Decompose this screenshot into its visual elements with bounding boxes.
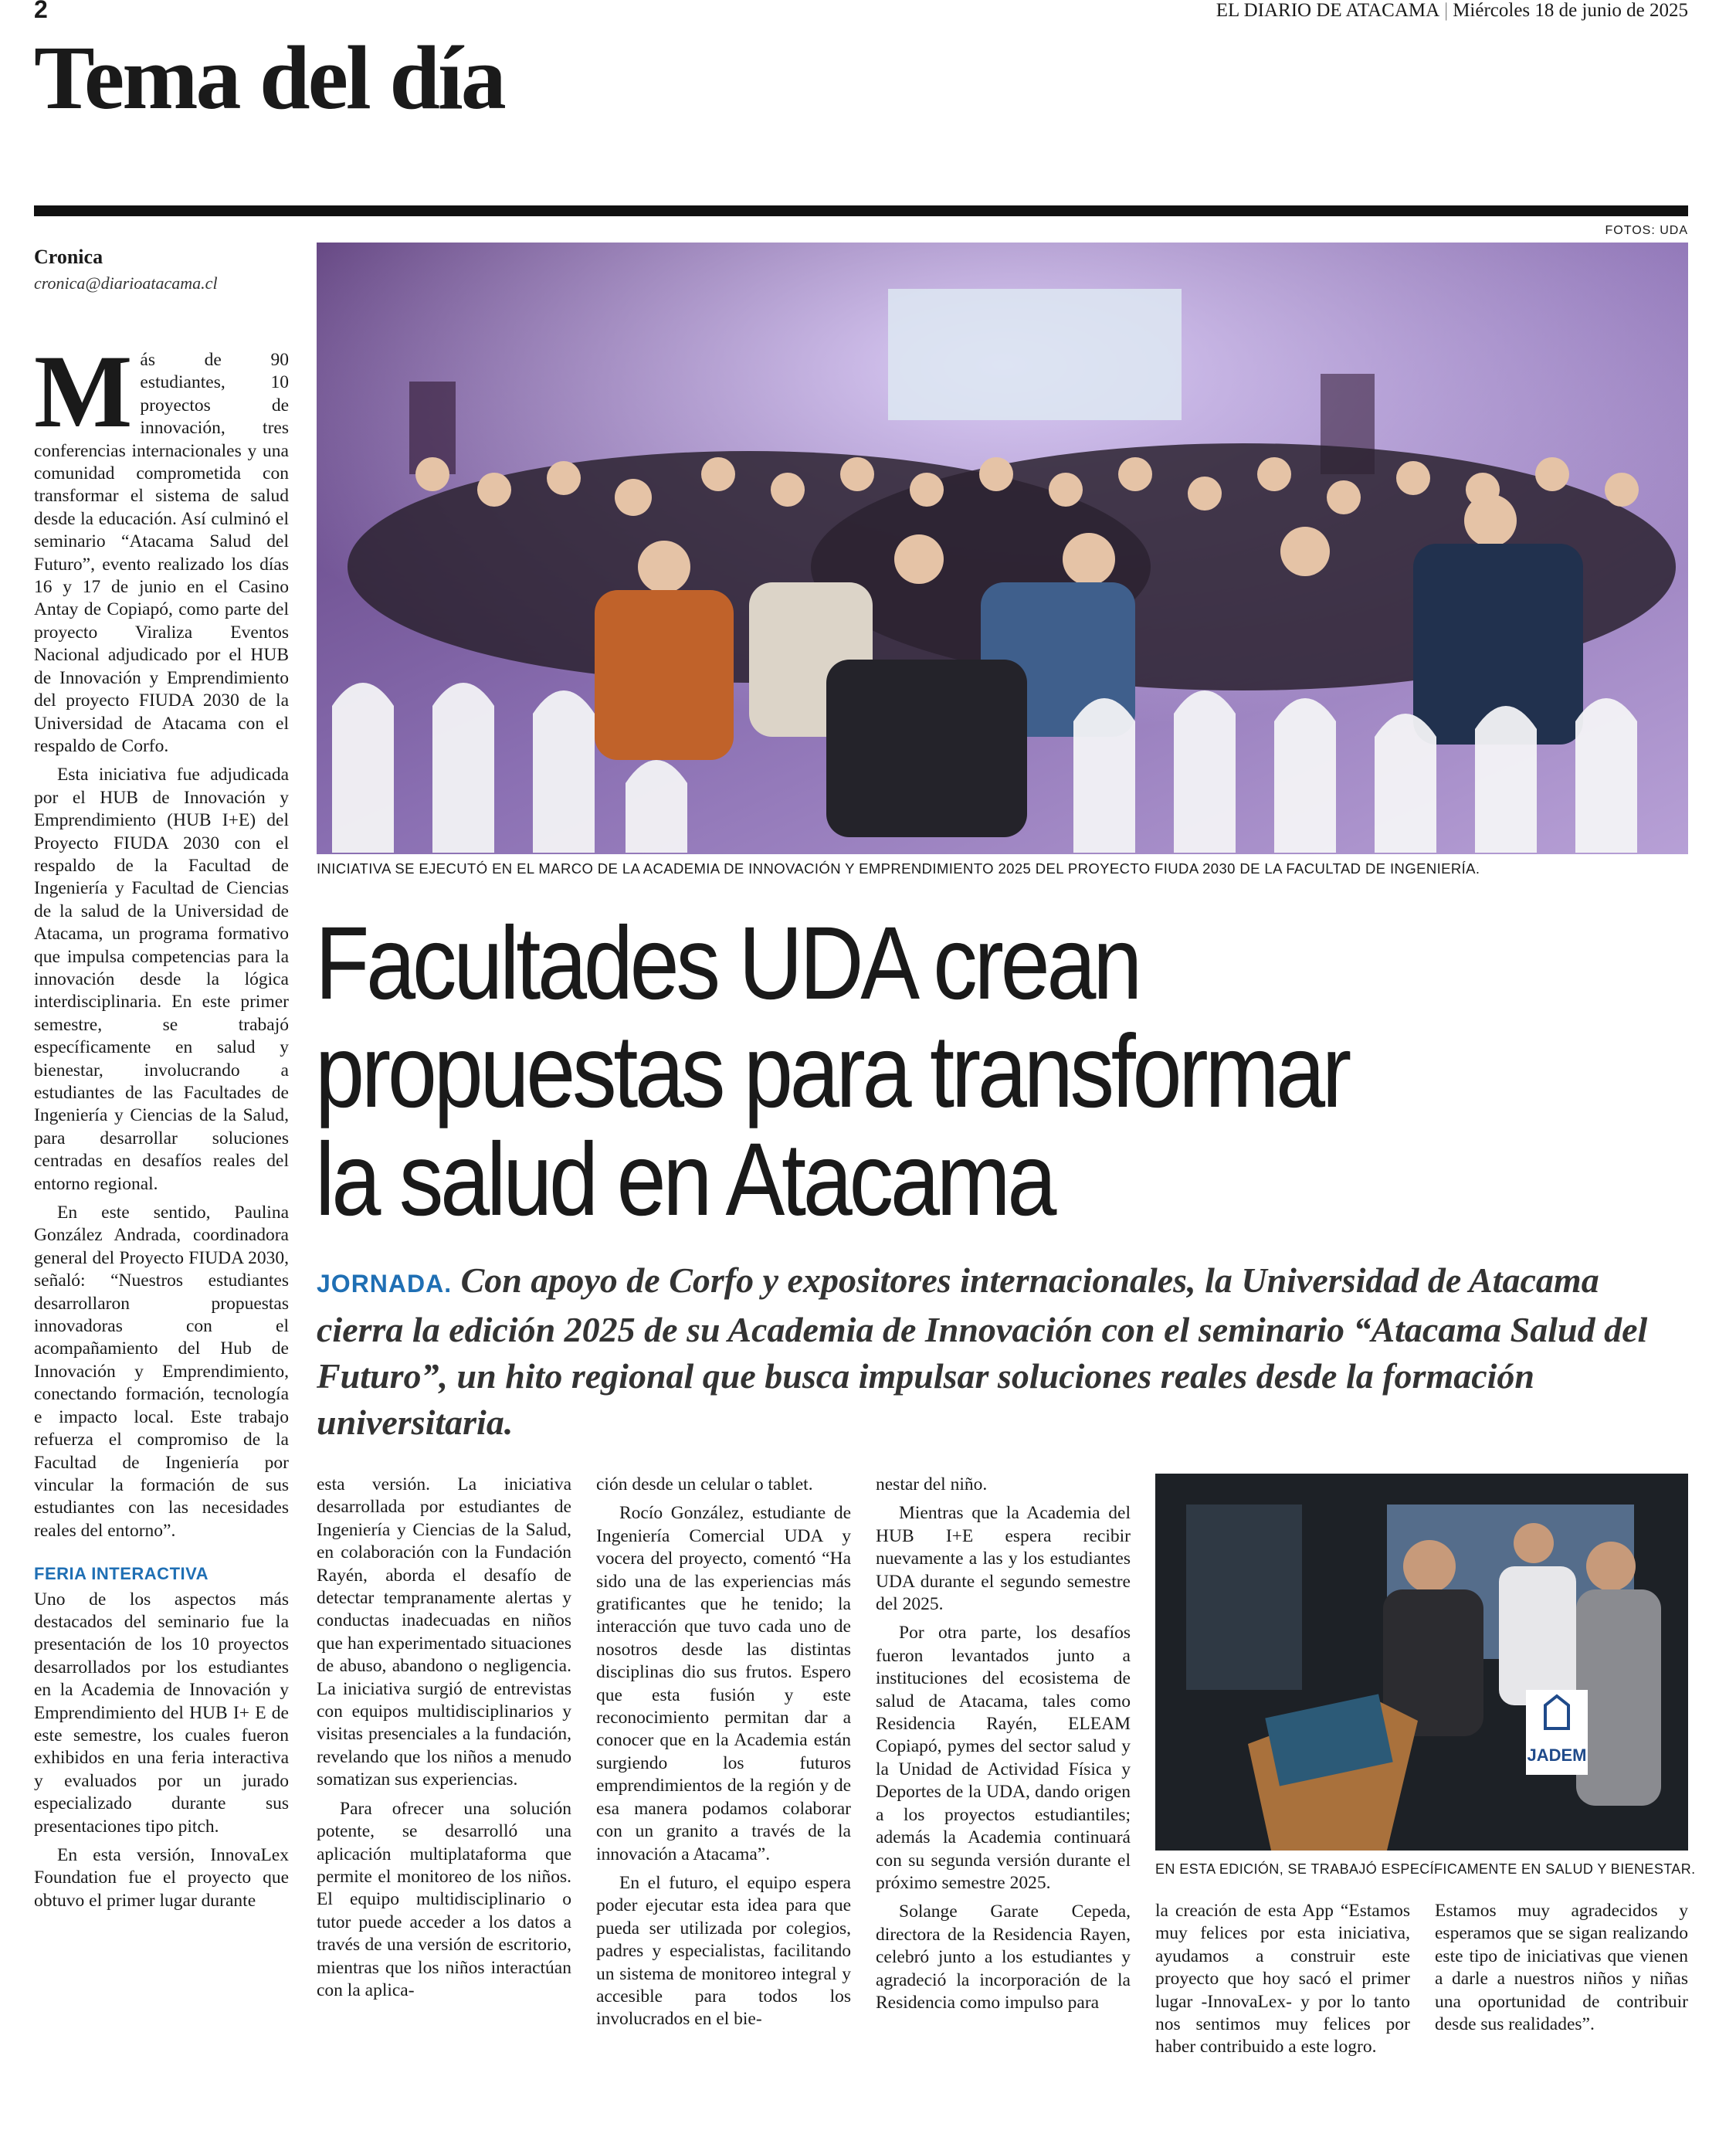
headline-line: propuestas para transformar [315, 1014, 1348, 1129]
podium-logo-text: JADEM [1527, 1745, 1587, 1765]
masthead: EL DIARIO DE ATACAMA | Miércoles 18 de junio de 2025 [1216, 0, 1688, 21]
article-paragraph: En el futuro, el equipo espera poder ejecutar esta idea para que pueda ser utilizada por colegios, padres y especialistas, facilitando un sistema de monitoreo integral y accesible para todos los involucrados en el bie- [596, 1872, 851, 2030]
newspaper-name: EL DIARIO DE ATACAMA [1216, 0, 1440, 21]
secondary-photo [1155, 1474, 1688, 1851]
issue-date: Miércoles 18 de junio de 2025 [1453, 0, 1688, 21]
article-paragraph: ción desde un celular o tablet. [596, 1474, 813, 1494]
article-paragraph: la creación de esta App “Estamos muy felices por esta iniciativa, ayudamos a construir este proyecto que hoy sacó el primer lugar -InnovaLex- y por lo tanto nos sentimos muy felices por haber contribuido a este logro. [1155, 1901, 1410, 2057]
article-paragraph: En este sentido, Paulina González Andrada, coordinadora general del Proyecto FIUDA 2030, señaló: “Nuestros estudiantes desarrollaron propuestas innovadoras con el acompañamiento del Hub de Innovación y Emprendimiento, conectando formación, tecnología e impacto local. Este trabajo refuerza el compromiso de la Facultad de Ingeniería por vincular la formación de sus estudiantes con las necesidades reales del entorno”. [34, 1203, 289, 1541]
article-paragraph: esta versión. La iniciativa desarrollada por estudiantes de Ingeniería y Ciencias de la Salud, en colaboración con la Fundación Rayén, aborda el desafío de detectar tempranamente alertas y conductas inadecuadas en niños que han experimentado situaciones de abuso, abandono o negligencia. La iniciativa surgió de entrevistas con equipos multidisciplinarios y visitas presenciales a la fundación, revelando que los niños a menudo somatizan sus experiencias. [317, 1474, 571, 1790]
photo-credit: FOTOS: UDA [1605, 224, 1688, 237]
article-column-5 [1155, 1900, 1410, 2124]
subhead: FERIA INTERACTIVA [34, 1564, 209, 1584]
page-number: 2 [34, 0, 48, 23]
deck-text: Con apoyo de Corfo y expositores internacionales, la Universidad de Atacama cierra la edición 2025 de su Academia de Innovación con el seminario “Atacama Salud del Futuro”, un hito regional que busca impulsar soluciones reales desde la formación universitaria. [317, 1260, 1648, 1442]
deck [317, 1257, 1688, 1446]
article-paragraph: nestar del niño. [876, 1474, 988, 1494]
dropcap: M [34, 334, 133, 449]
article-paragraph: En esta versión, InnovaLex Foundation fue el proyecto que obtuvo el primer lugar durante [34, 1845, 289, 1911]
headline-line: la salud en Atacama [315, 1122, 1054, 1237]
article-lead: Más de 90 estudiantes, 10 proyectos de innovación, tres conferencias internacionales y una comunidad comprometida con transformar el sistema de salud desde la educación. Así culminó el seminario “Atacama Salud del Futuro”, evento realizado los días 16 y 17 de junio en el Casino Antay de Copiapó, como parte del proyecto Viraliza Eventos Nacional adjudicado por el HUB de Innovación y Emprendimiento del proyecto FIUDA 2030 de la Universidad de Atacama con el respaldo de Corfo. [34, 334, 289, 756]
article-paragraph: Por otra parte, los desafíos fueron levantados junto a instituciones del ecosistema de salud de Atacama, tales como Residencia Rayén, ELEAM Copiapó, pymes del sector salud y la Unidad de Actividad Física y Deportes de la UDA, dando origen a los proyectos estudiantiles; además la Academia continuará con su segunda versión durante el próximo semestre 2025. [876, 1623, 1131, 1893]
headline-line: Facultades UDA crean [315, 906, 1139, 1021]
byline-email: cronica@diarioatacama.cl [34, 273, 218, 293]
main-photo-caption: INICIATIVA SE EJECUTÓ EN EL MARCO DE LA ACADEMIA DE INNOVACIÓN Y EMPRENDIMIENTO 2025 DEL PROYECTO FIUDA 2030 DE LA FACULTAD DE INGENIERÍA. [317, 860, 1480, 877]
byline [34, 246, 297, 293]
headline [315, 906, 1690, 1237]
article-paragraph: Solange Garate Cepeda, directora de la Residencia Rayen, celebró junto a los estudiantes y agradeció la incorporación de la Residencia como impulso para [876, 1901, 1131, 2013]
article-column-6 [1435, 1900, 1688, 2124]
article-paragraph: Rocío González, estudiante de Ingeniería Comercial UDA y vocera del proyecto, comentó “Ha sido una de las experiencias más gratificantes que he tenido; la interacción que tuvo cada uno de nosotros desde las distintas disciplinas dio sus frutos. Espero que esta fusión y este reconocimiento permitan dar a conocer que en la Academia están surgiendo los futuros emprendimientos de la región y de esa manera podamos colaborar con un granito a través de la innovación a Atacama”. [596, 1503, 851, 1864]
secondary-photo-caption: EN ESTA EDICIÓN, SE TRABAJÓ ESPECÍFICAMENTE EN SALUD Y BIENESTAR. [1155, 1861, 1696, 1877]
section-rule [34, 205, 1688, 216]
article-column-2 [317, 1474, 571, 2122]
article-paragraph: Esta iniciativa fue adjudicada por el HUB de Innovación y Emprendimiento (HUB I+E) del Proyecto FIUDA 2030 con el respaldo de la Facultad de Ingeniería y Facultad de Ciencias de la salud de la Universidad de Atacama, un programa formativo que impulsa competencias para la innovación desde la lógica interdisciplinaria. En este primer semestre, se trabajó específicamente en salud y bienestar, involucrando a estudiantes de las Facultades de Ingeniería y Ciencias de la Salud, para desarrollar soluciones centradas en desafíos reales del entorno regional. [34, 765, 289, 1194]
article-column-1 [34, 334, 289, 2110]
article-column-4 [876, 1474, 1131, 2122]
byline-author: Cronica [34, 246, 103, 268]
article-paragraph: Uno de los aspectos más destacados del seminario fue la presentación de los 10 proyectos desarrollados por los estudiantes en la Academia de Innovación y Emprendimiento del HUB I+ E de este semestre, los cuales fueron exhibidos en una feria interactiva y evaluados por un jurado especializado durante sus presentaciones tipo pitch. [34, 1589, 289, 1837]
article-paragraph: Para ofrecer una solución potente, se desarrolló una aplicación multiplataforma que permite el monitoreo de los niños. El equipo multidisciplinario o tutor puede acceder a los datos a través de una versión de escritorio, mientras que los niños interactúan con la aplica- [317, 1798, 571, 2000]
deck-tag: JORNADA. [317, 1270, 453, 1298]
article-paragraph: Mientras que la Academia del HUB I+E espera recibir nuevamente a las y los estudiantes UDA durante el segundo semestre del 2025. [876, 1503, 1131, 1615]
section-title: Tema del día [34, 27, 504, 128]
article-column-3 [596, 1474, 851, 2122]
article-paragraph: Estamos muy agradecidos y esperamos que se sigan realizando este tipo de iniciativas que vienen a darle a nuestros niños y niñas una oportunidad de contribuir desde sus realidades”. [1435, 1901, 1688, 2035]
main-photo [317, 243, 1688, 854]
